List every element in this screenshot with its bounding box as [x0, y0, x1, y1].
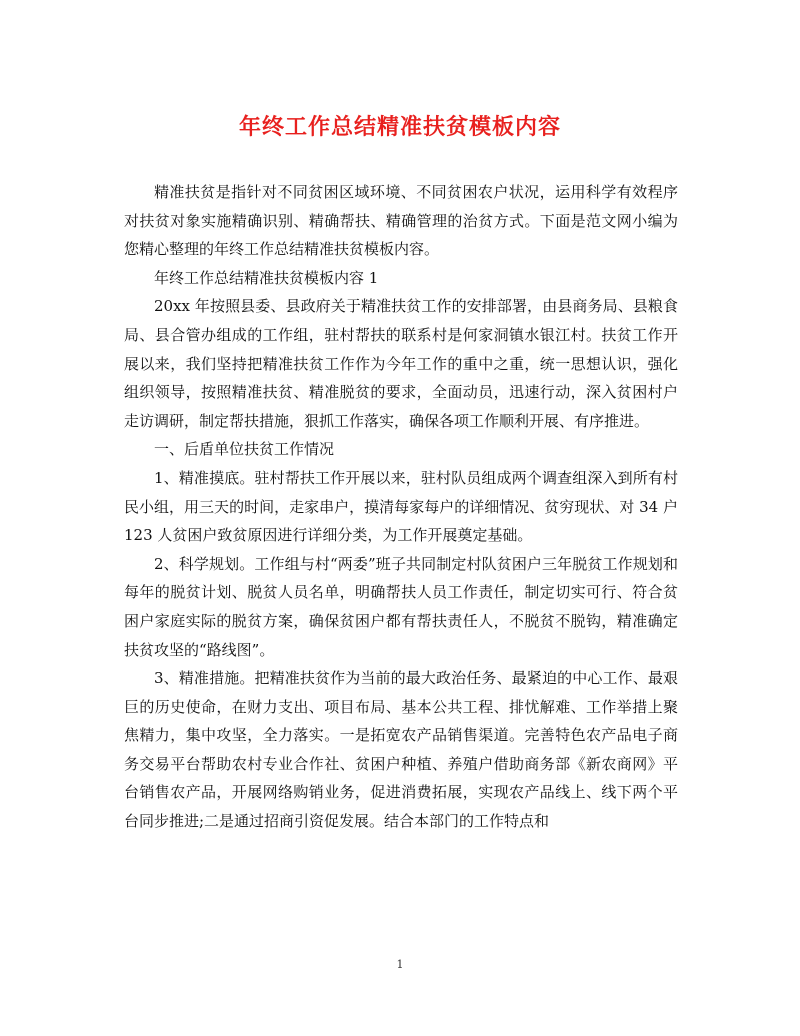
page-number: 1	[396, 958, 404, 971]
paragraph-overview: 20xx 年按照县委、县政府关于精准扶贫工作的安排部署，由县商务局、县粮食局、县合管办组成的工作组，驻村帮扶的联系村是何家洞镇水银江村。扶贫工作开展以来，我们坚持把精准扶贫工作作为今年工作的重中之重，统一思想认识，强化组织领导，按照精准扶贫、精准脱贫的要求，全面动员，迅速行动，深入贫困村户走访调研，制定帮扶措施，狠抓工作落实，确保各项工作顺利开展、有序推进。	[124, 297, 678, 430]
paragraph-intro: 精准扶贫是指针对不同贫困区域环境、不同贫困农户状况，运用科学有效程序对扶贫对象实施精确识别、精确帮扶、精确管理的治贫方式。下面是范文网小编为您精心整理的年终工作总结精准扶贫模板内容。	[124, 183, 678, 259]
paragraph-subheading: 一、后盾单位扶贫工作情况	[154, 440, 335, 459]
document-title: 年终工作总结精准扶贫模板内容	[238, 114, 561, 140]
paragraph-item-2: 2、科学规划。工作组与村“两委”班子共同制定村队贫困户三年脱贫工作规划和每年的脱贫计划、脱贫人员名单，明确帮扶人员工作责任，制定切实可行、符合贫困户家庭实际的脱贫方案，确保贫困户都有帮扶责任人，不脱贫不脱钩，精准确定扶贫攻坚的“路线图”。	[124, 554, 678, 659]
paragraph-item-3: 3、精准措施。把精准扶贫作为当前的最大政治任务、最紧迫的中心工作、最艰巨的历史使命，在财力支出、项目布局、基本公共工程、排忧解难、工作举措上聚焦精力，集中攻坚，全力落实。一是拓宽农产品销售渠道。完善特色农产品电子商务交易平台帮助农村专业合作社、贫困户种植、养殖户借助商务部《新农商网》平台销售农产品，开展网络购销业务，促进消费拓展，实现农产品线上、线下两个平台同步推进;二是通过招商引资促发展。结合本部门的工作特点和	[124, 669, 678, 831]
paragraph-section-heading: 年终工作总结精准扶贫模板内容 1	[154, 268, 379, 287]
document-body	[124, 178, 678, 836]
paragraph-item-1: 1、精准摸底。驻村帮扶工作开展以来，驻村队员组成两个调查组深入到所有村民小组，用三天的时间，走家串户，摸清每家每户的详细情况、贫穷现状、对 34 户 123 人贫困户致贫原因进行详细分类，为工作开展奠定基础。	[124, 468, 678, 545]
